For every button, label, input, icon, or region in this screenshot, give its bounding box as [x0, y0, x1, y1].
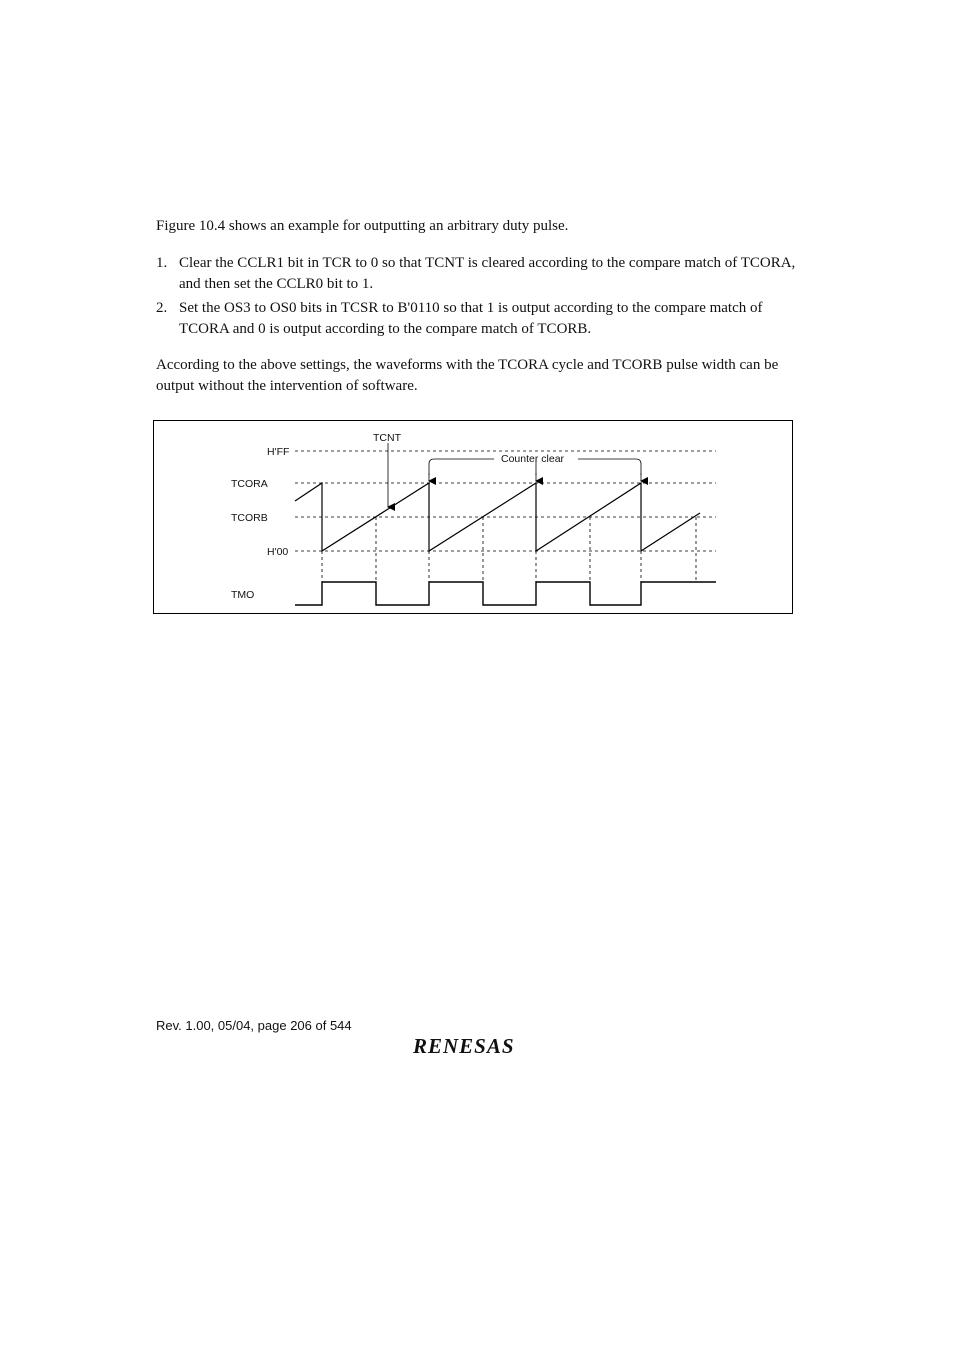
hff-label: H'FF — [267, 446, 290, 458]
step-item — [156, 298, 796, 339]
tmo-waveform — [295, 582, 716, 605]
footer-page-info: Rev. 1.00, 05/04, page 206 of 544 — [156, 1018, 352, 1033]
steps-list — [156, 253, 796, 343]
h00-label: H'00 — [267, 546, 289, 558]
counter-clear-bracket-left — [429, 459, 494, 475]
match-guide-lines — [322, 517, 696, 583]
tcnt-label: TCNT — [373, 432, 401, 444]
step-number: 1. — [156, 255, 168, 271]
timing-diagram-figure — [153, 420, 793, 614]
step-text: Set the OS3 to OS0 bits in TCSR to B'0110 so that 1 is output according to the compare match of TCORA and 0 is output according to the compare match of TCORB. — [179, 300, 763, 337]
renesas-logo — [413, 1036, 535, 1063]
intro-text: Figure 10.4 shows an example for outputting an arbitrary duty pulse. — [156, 218, 569, 234]
step-text: Clear the CCLR1 bit in TCR to 0 so that TCNT is cleared according to the compare match of TCORA, and then set the CCLR0 bit to 1. — [179, 255, 796, 292]
step-item — [156, 253, 796, 294]
summary-paragraph: According to the above settings, the waveforms with the TCORA cycle and TCORB pulse width can be output without the intervention of software. — [156, 357, 779, 394]
tcora-label: TCORA — [231, 478, 268, 490]
logo-text: RENESAS — [413, 1036, 515, 1058]
counter-clear-label: Counter clear — [501, 453, 565, 465]
tcorb-label: TCORB — [231, 512, 268, 524]
timing-diagram — [154, 421, 794, 615]
counter-clear-bracket-right — [578, 459, 641, 475]
step-number: 2. — [156, 300, 168, 316]
tmo-label: TMO — [231, 589, 255, 601]
